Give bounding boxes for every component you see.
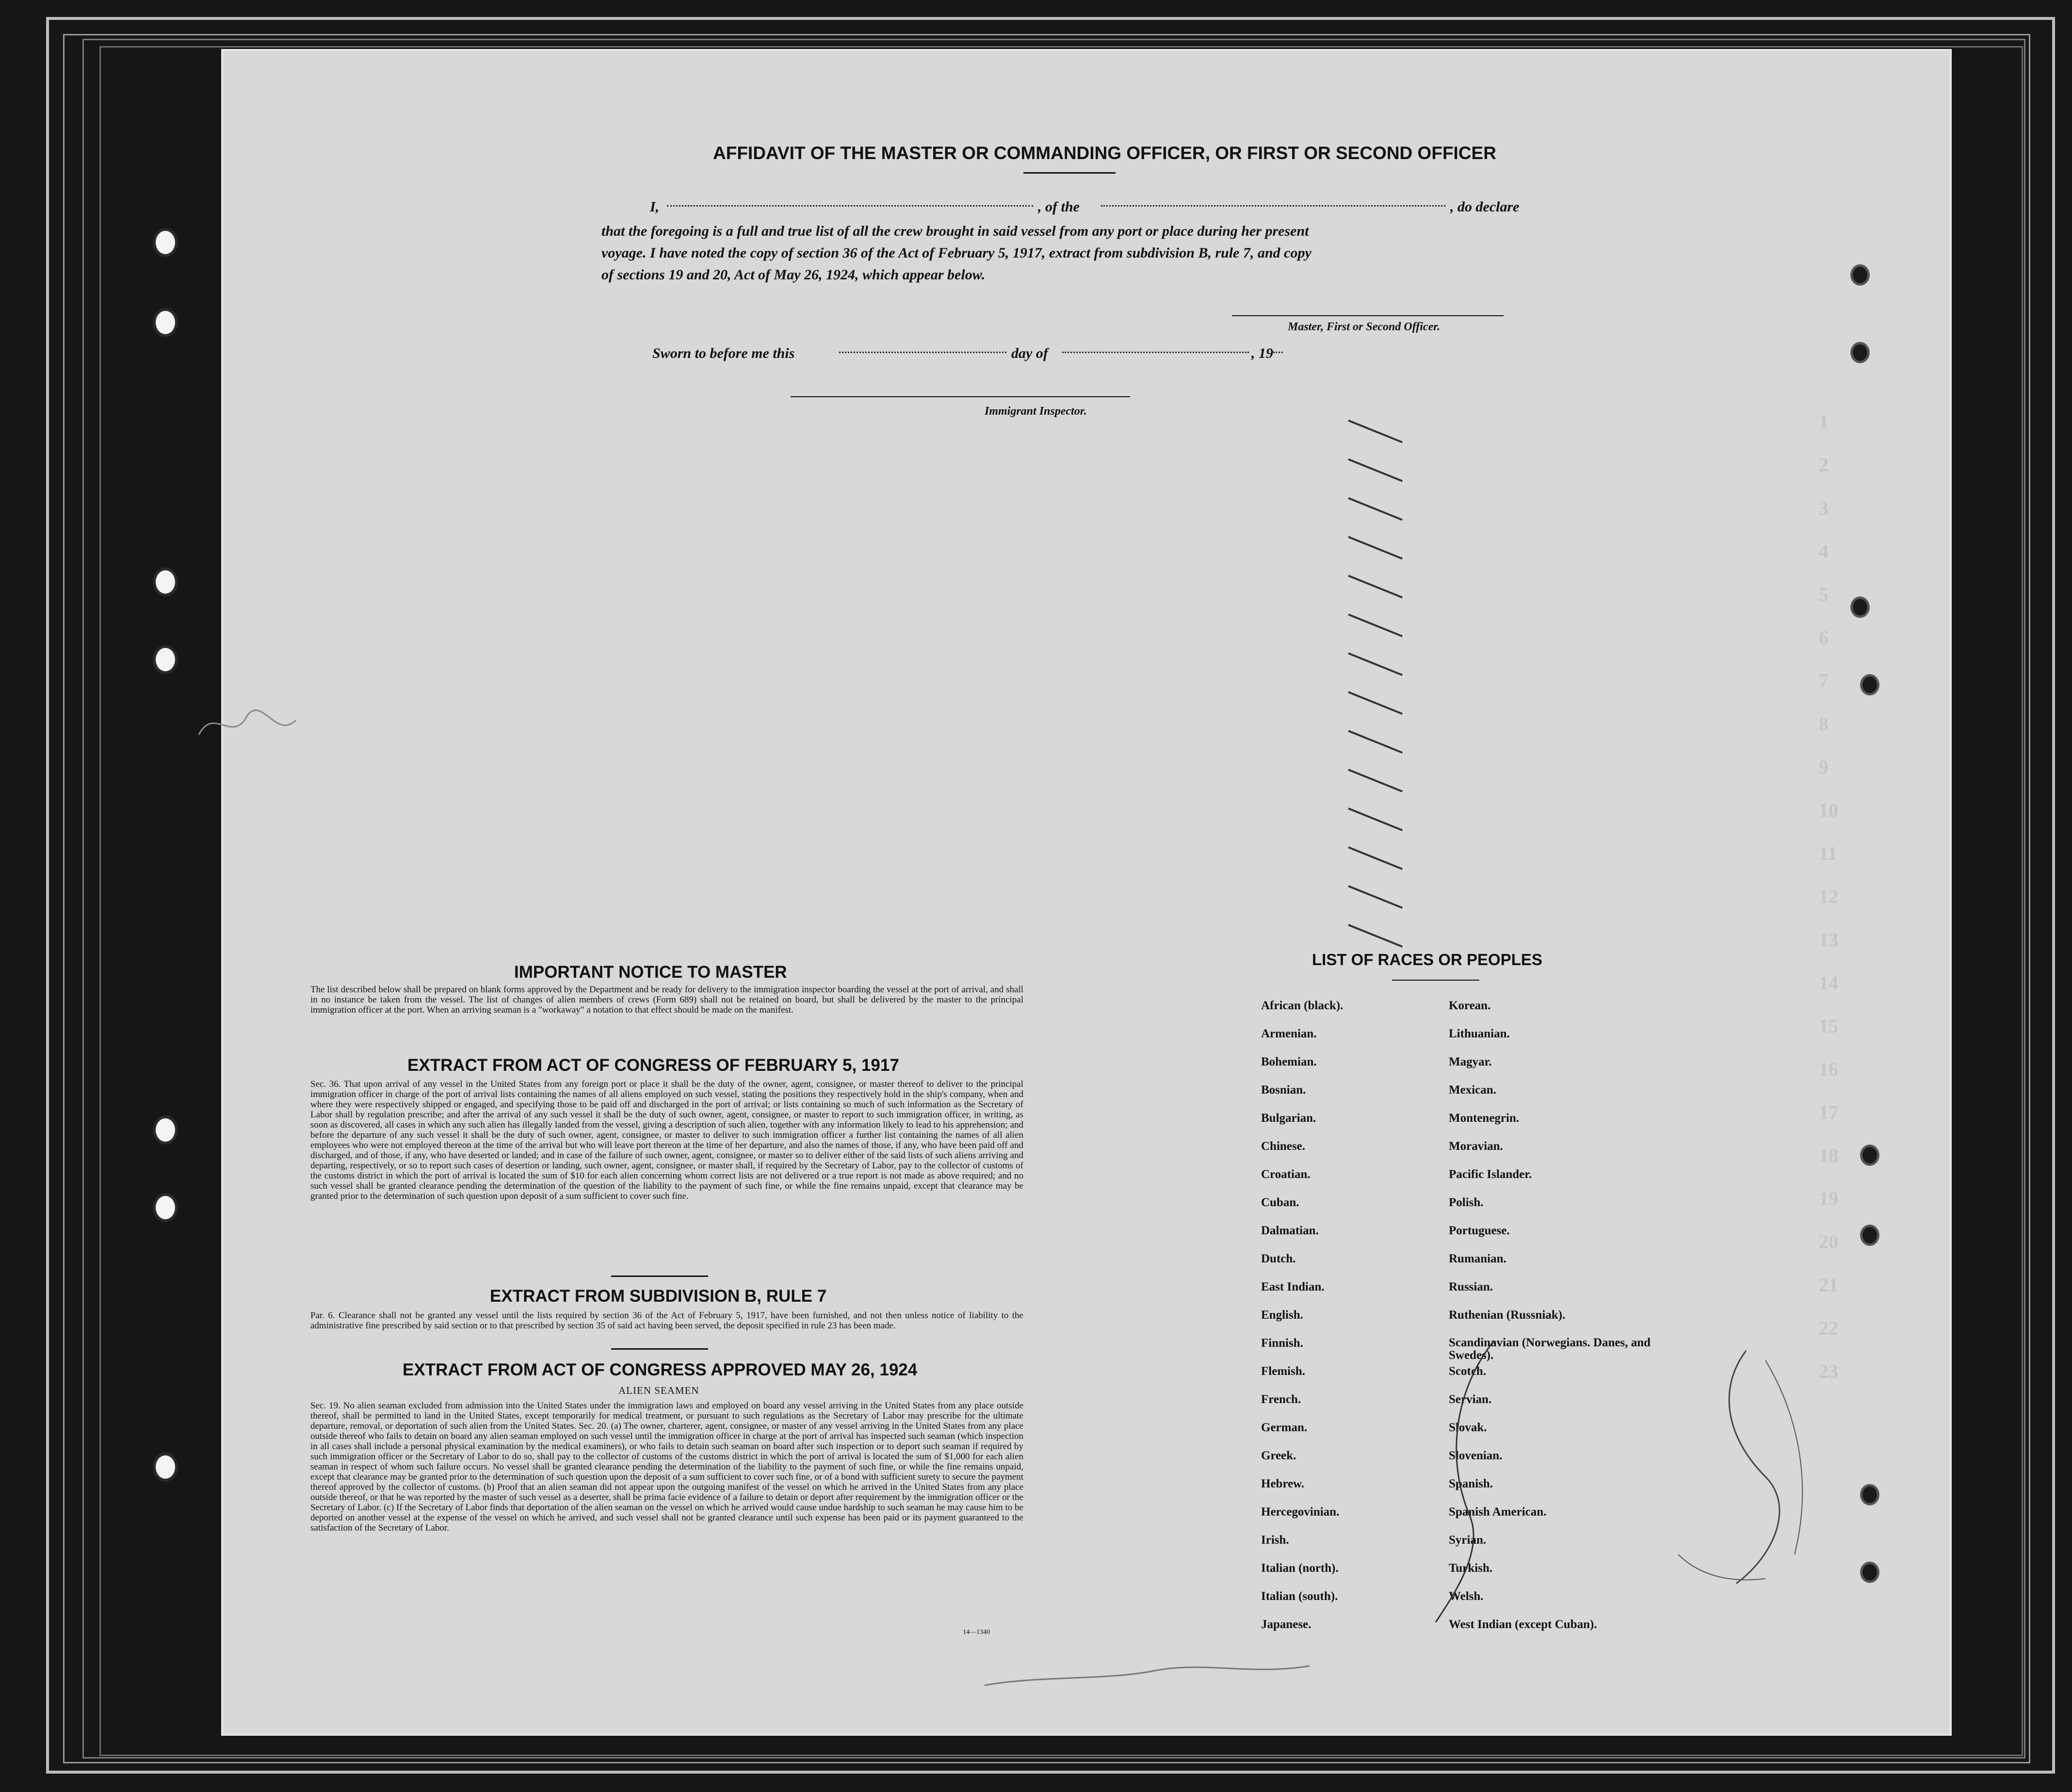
race-left: Dalmatian. xyxy=(1261,1224,1319,1237)
name-blank[interactable] xyxy=(667,205,1033,207)
ditto-mark xyxy=(1348,769,1403,792)
ditto-mark xyxy=(1348,730,1403,754)
race-right: Spanish. xyxy=(1449,1477,1493,1490)
race-right: Welsh. xyxy=(1449,1590,1484,1603)
race-left: Hercegovinian. xyxy=(1261,1505,1340,1518)
inspector-signature-line[interactable] xyxy=(791,396,1130,397)
race-right: Slovak. xyxy=(1449,1421,1487,1434)
day-of-label: day of xyxy=(1011,345,1048,361)
race-left: East Indian. xyxy=(1261,1280,1325,1293)
vessel-blank[interactable] xyxy=(1101,205,1445,207)
race-right: Montenegrin. xyxy=(1449,1112,1520,1125)
races-title-underline xyxy=(1392,980,1479,981)
ditto-mark xyxy=(1348,652,1403,676)
binder-hole xyxy=(153,228,178,257)
rule-7-body: Par. 6. Clearance shall not be granted any vessel until the lists required by section 36 of the Act of February 5, 1917, have been furnished, and not then unless notice of liability to the administrative fine prescribed by said section or to that prescribed by section 35 of said act having been served, the deposit specified in rule 23 has been made. xyxy=(310,1310,1023,1331)
section-divider xyxy=(611,1275,708,1277)
sworn-year-blank[interactable] xyxy=(1273,352,1283,353)
binder-hole xyxy=(153,1453,178,1482)
sworn-label: Sworn to before me this xyxy=(652,345,795,361)
binder-hole xyxy=(153,1115,178,1145)
affidavit-of-the: , of the xyxy=(1038,199,1080,215)
race-left: Flemish. xyxy=(1261,1365,1305,1378)
ditto-mark xyxy=(1348,924,1403,948)
race-left: Greek. xyxy=(1261,1449,1296,1462)
ditto-mark xyxy=(1348,536,1403,560)
race-right: Magyar. xyxy=(1449,1055,1492,1068)
race-right: Ruthenian (Russniak). xyxy=(1449,1308,1566,1322)
document-page xyxy=(223,51,1950,1734)
race-left: Croatian. xyxy=(1261,1168,1311,1181)
ditto-mark xyxy=(1348,458,1403,482)
master-signature-caption: Master, First or Second Officer. xyxy=(1288,321,1441,333)
race-left: French. xyxy=(1261,1393,1301,1406)
race-left: Italian (north). xyxy=(1261,1562,1339,1575)
binder-hole-right xyxy=(1860,1225,1879,1246)
extract-1924-body: Sec. 19. No alien seaman excluded from admission into the United States under the immigration laws and employed on board any vessel arriving in the United States from any place outside thereof, shall be permitted to land in the United States, except temporarily for medical treatment, or pursuant to such regulations as the Secretary of Labor may prescribe for the ultimate departure, removal, or deportation of such alien from the United States. Sec. 20. (a) The owner, charterer, agent, consignee, or master of any vessel arriving in the United States from any place outside thereof who fails to detain on board any alien seaman employed on such vessel until the immigration officer in charge at the port of arrival has inspected such seaman (which inspection in all cases shall include a personal physical examination by the medical examiners), or who fails to detain such seaman on board after such inspection or to deport such seaman if required by such immigration officer or the Secretary of Labor to do so, shall pay to the collector of customs of the customs district in which the port of arrival is located the sum of $1,000 for each alien seaman in respect of whom such failure occurs. No vessel shall be granted clearance pending the determination of the liability to the payment of such fine, or while the fine remains unpaid, except that clearance may be granted prior to the determination of such question upon the deposit of a sum sufficient to cover such fine, or of a bond with sufficient surety to secure the payment thereof approved by the collector of customs. (b) Proof that an alien seaman did not appear upon the outgoing manifest of the vessel on which he arrived in the United States from any place outside thereof, or that he was reported by the master of such vessel as a deserter, shall be prima facie evidence of a failure to detain or deport after requirement by the immigration officer or the Secretary of Labor. (c) If the Secretary of Labor finds that deportation of the alien seaman on the vessel on which he arrived would cause undue hardship to such seaman he may cause him to be deported on another vessel at the expense of the vessel on which he arrived, and such vessel shall not be granted clearance until such expense has been paid or its payment guaranteed to the satisfaction of the Secretary of Labor. xyxy=(310,1401,1023,1533)
section-divider xyxy=(611,1348,708,1350)
race-left: German. xyxy=(1261,1421,1308,1434)
race-left: African (black). xyxy=(1261,999,1344,1012)
ditto-mark xyxy=(1348,613,1403,637)
race-right: Lithuanian. xyxy=(1449,1027,1510,1040)
race-left: Cuban. xyxy=(1261,1196,1299,1209)
race-left: Hebrew. xyxy=(1261,1477,1305,1490)
ditto-mark xyxy=(1348,575,1403,598)
race-left: Italian (south). xyxy=(1261,1590,1338,1603)
affidavit-line-3: voyage. I have noted the copy of section 36 of the Act of February 5, 1917, extract from subdivision B, rule 7, and copy xyxy=(601,245,1311,261)
race-right: Servian. xyxy=(1449,1393,1492,1406)
race-right: Scandinavian (Norwegians. Danes, and Swedes). xyxy=(1449,1336,1651,1362)
race-left: Bosnian. xyxy=(1261,1083,1306,1097)
races-title: LIST OF RACES OR PEOPLES xyxy=(1312,951,1542,969)
race-left: Irish. xyxy=(1261,1534,1289,1547)
race-right: Syrian. xyxy=(1449,1534,1487,1547)
extract-1917-title: EXTRACT FROM ACT OF CONGRESS OF FEBRUARY 5, 1917 xyxy=(407,1056,899,1075)
ditto-mark xyxy=(1348,497,1403,521)
form-number: 14—1340 xyxy=(963,1629,990,1636)
race-left: Chinese. xyxy=(1261,1140,1305,1153)
ditto-mark xyxy=(1348,885,1403,909)
notice-title: IMPORTANT NOTICE TO MASTER xyxy=(514,963,787,982)
ditto-mark xyxy=(1348,420,1403,443)
extract-1924-subtitle: ALIEN SEAMEN xyxy=(618,1385,699,1396)
ditto-mark xyxy=(1348,807,1403,831)
race-left: Armenian. xyxy=(1261,1027,1317,1040)
sworn-month-blank[interactable] xyxy=(1062,352,1249,353)
binder-hole-right xyxy=(1860,1484,1879,1505)
race-left: Dutch. xyxy=(1261,1252,1296,1265)
race-right: Mexican. xyxy=(1449,1083,1496,1097)
rule-7-title: EXTRACT FROM SUBDIVISION B, RULE 7 xyxy=(490,1287,827,1306)
binder-hole xyxy=(153,645,178,674)
affidavit-line-2: that the foregoing is a full and true list of all the crew brought in said vessel from any port or place during her present xyxy=(601,223,1309,239)
race-right: Turkish. xyxy=(1449,1562,1493,1575)
race-left: Finnish. xyxy=(1261,1337,1303,1350)
binder-hole-right xyxy=(1850,597,1870,618)
race-right: Slovenian. xyxy=(1449,1449,1503,1462)
binder-hole-right xyxy=(1860,1145,1879,1166)
binder-hole-right xyxy=(1850,264,1870,286)
year-label: , 19 xyxy=(1251,345,1273,361)
race-right: Scotch. xyxy=(1449,1365,1487,1378)
extract-1924-title: EXTRACT FROM ACT OF CONGRESS APPROVED MAY 26, 1924 xyxy=(403,1360,918,1379)
race-left: Japanese. xyxy=(1261,1618,1311,1631)
affidavit-title: AFFIDAVIT OF THE MASTER OR COMMANDING OFFICER, OR FIRST OR SECOND OFFICER xyxy=(713,143,1496,163)
ditto-mark xyxy=(1348,846,1403,870)
master-signature-line[interactable] xyxy=(1232,315,1504,316)
notice-body: The list described below shall be prepared on blank forms approved by the Department and be ready for delivery to the immigration inspector boarding the vessel at the port of arrival, and shall in no instance be taken from the vessel. The list of changes of alien members of crews (Form 689) shall not be retained on board, but shall be delivered by the master to the principal immigration officer at the port. When an arriving seaman is a "workaway" a notation to that effect should be made on the manifest. xyxy=(310,985,1023,1015)
race-right: Pacific Islander. xyxy=(1449,1168,1532,1181)
handwritten-mark xyxy=(194,696,301,754)
race-right: Russian. xyxy=(1449,1280,1493,1293)
handwritten-marks xyxy=(1426,1331,1838,1632)
sworn-day-blank[interactable] xyxy=(839,352,1006,353)
inspector-signature-caption: Immigrant Inspector. xyxy=(985,405,1087,418)
handwritten-mark xyxy=(980,1656,1319,1695)
binder-hole xyxy=(153,308,178,337)
race-right: Polish. xyxy=(1449,1196,1484,1209)
race-right: Portuguese. xyxy=(1449,1224,1510,1237)
race-right: Rumanian. xyxy=(1449,1252,1506,1265)
binder-hole xyxy=(153,567,178,597)
affidavit-do-declare: , do declare xyxy=(1450,199,1520,215)
race-right: Korean. xyxy=(1449,999,1491,1012)
race-left: Bulgarian. xyxy=(1261,1112,1316,1125)
title-underline xyxy=(1023,172,1116,174)
race-left: English. xyxy=(1261,1308,1303,1322)
ditto-mark xyxy=(1348,691,1403,715)
binder-hole-right xyxy=(1860,1562,1879,1583)
race-right: West Indian (except Cuban). xyxy=(1449,1618,1597,1631)
race-right: Moravian. xyxy=(1449,1140,1503,1153)
extract-1917-body: Sec. 36. That upon arrival of any vessel in the United States from any foreign port or place it shall be the duty of the owner, agent, consignee, or master thereof to deliver to the principal immigration officer in charge of the port of arrival lists containing the names of all aliens employed on such vessel, stating the positions they respectively hold in the ship's company, when and where they were respectively shipped or engaged, and specifying those to be paid off and discharged in the port of arrival; or lists containing so much of such information as the Secretary of Labor shall by regulation prescribe; and after the arrival of any such vessel it shall be the duty of such owner, agent, consignee, or master to report to such immigration officer, in writing, as soon as discovered, all cases in which any such alien has illegally landed from the vessel, giving a description of such alien, together with any information likely to lead to his apprehension; and before the departure of any such vessel it shall be the duty of such owner, agent, consignee, or master to deliver to such immigration officer a further list containing the names of all alien employees who were not employed thereon at the time of the arrival but who will leave port thereon at the time of her departure, and also the names of those, if any, who have been paid off and discharged, and of those, if any, who have deserted or landed; and in case of the failure of such owner, agent, consignee, or master so to deliver either of the said lists of such aliens arriving and departing, respectively, or so to report such cases of desertion or landing, such owner, agent, consignee, or master shall, if required by the Secretary of Labor, pay to the collector of customs of the customs district in which the port of arrival is located the sum of $10 for each alien concerning whom correct lists are not delivered or a true report is not made as above required; and no such vessel shall be granted clearance pending the determination of the question of the liability to the payment of such fine, or while the fine remains unpaid, except that clearance may be granted prior to the determination of such question upon deposit of a sum sufficient to cover such fine. xyxy=(310,1079,1023,1201)
binder-hole-right xyxy=(1850,342,1870,363)
affidavit-i-label: I, xyxy=(650,199,660,215)
affidavit-line-4: of sections 19 and 20, Act of May 26, 1924, which appear below. xyxy=(601,267,986,283)
race-left: Bohemian. xyxy=(1261,1055,1317,1068)
binder-hole xyxy=(153,1193,178,1222)
binder-hole-right xyxy=(1860,674,1879,695)
race-right: Spanish American. xyxy=(1449,1505,1547,1518)
bleed-through-numbers: 1 2 3 4 5 6 7 8 9 10 11 12 13 14 15 16 17 18 19 20 21 22 23 xyxy=(1819,411,1838,1382)
